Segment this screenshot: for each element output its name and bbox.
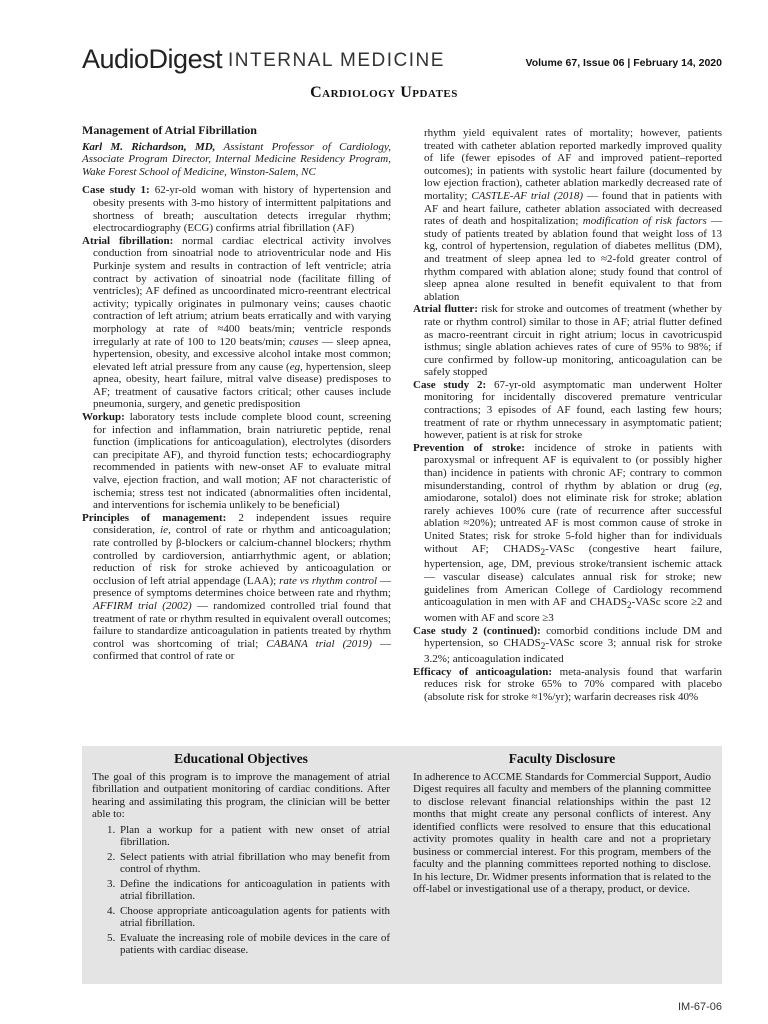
entry-workup: Workup: laboratory tests include complete blood count, screening for infection and inflammation, brain natriuretic peptide, renal function (implications for anticoagulation), electrolytes (disorders can precipitate AF), and thyroid function tests; echocardiography recommended in patients with new-onset AF to evaluate mitral valve, ejection fraction, and wall motion; AF not characteristic of ischemia; stress test not indicated (abnormalities often incidental, and interventions for ischemia unlikely to be beneficial) <box>82 411 391 512</box>
entry-term: Principles of management: <box>82 511 227 524</box>
entry-case-study-1: Case study 1: 62-yr-old woman with history of hypertension and obesity presents with 3-mo history of intermittent palpitations and shortness of breath; auscultation detects irregular rhythm; electrocardiography (ECG) confirms atrial fibrillation (AF) <box>82 184 391 235</box>
info-boxes <box>82 746 722 984</box>
faculty-disclosure-box <box>413 746 711 896</box>
entry-case-study-2: Case study 2: 67-yr-old asymptomatic man underwent Holter monitoring for incidentally discovered premature ventricular contractions; 3 episodes of AF found, each lasting few hours; treatment of rate or rhythm unnecessary in asymptomatic patient; however, patient is at risk for stroke <box>413 378 722 442</box>
entry-term: Workup: <box>82 411 125 424</box>
objective-item: 4. Choose appropriate anticoagulation agents for patients with atrial fibrillation. <box>118 905 390 930</box>
article-right-column <box>413 127 722 703</box>
brand-subtitle: INTERNAL MEDICINE <box>228 50 445 71</box>
entry-atrial-flutter: Atrial flutter: risk for stroke and outcomes of treatment (whether by rate or rhythm control) similar to those in AF; atrial flutter defined as macro-reentrant circuit in right atrium; locus in cavotricuspid isthmus; single ablation achieves rates of cure of 95% to 98%; if cure confirmed by follow-up monitoring, anticoagulation can be safely stopped <box>413 303 722 379</box>
disclosure-heading: Faculty Disclosure <box>508 751 616 766</box>
article-left-column <box>82 124 391 663</box>
entry-term: Case study 2: <box>413 378 487 391</box>
entry-term: Case study 1: <box>82 184 150 197</box>
article-title: Management of Atrial Fibrillation <box>82 123 257 137</box>
entry-atrial-fibrillation: Atrial fibrillation: normal cardiac electrical activity involves conduction from sinoatrial node to atrioventricular node and His Purkinje system and results in contraction of left ventricle; atria contract by activation of sinoatrial node (facilitate filling of ventricles); AF defined as uncoordinated micro-reentrant electrical activity; typically originates in pulmonary veins; causes chaotic contraction of left atrium; atrium beats erratically and with varying morphology at rate of ≈400 beats/min; ventricle responds irregularly at rate of 100 to 120 beats/min; causes — sleep apnea, hypertension, obesity, and excessive alcohol intake most common; elevated left atrial pressure from any cause (eg, hypertension, sleep apnea, obesity, heart failure, mitral valve disease) predisposes to AF; treatment of causative factors critical; other causes include pneumonia, surgery, and genetic predisposition <box>82 234 392 411</box>
entry-term: Prevention of stroke: <box>413 441 525 454</box>
entry-term: Efficacy of anticoagulation: <box>413 665 553 678</box>
entry-case-study-2-continued: Case study 2 (continued): comorbid conditions include DM and hypertension, so $CHADS_2$-VASc score 3; annual risk for stroke 3.2%; anticoagulation indicated <box>413 624 722 665</box>
entry-efficacy-of-anticoagulation: Efficacy of anticoagulation: meta-analysis found that warfarin reduces risk for stroke 65% to 70% compared with placebo (absolute risk for stroke ≈1%/yr); warfarin decreases risk 40% <box>413 665 722 703</box>
objectives-intro: The goal of this program is to improve the management of atrial fibrillation and outpatient monitoring of cardiac conditions. After hearing and assimilating this program, the clinician will be better able to: <box>92 770 390 820</box>
author-name: Karl M. Richardson, MD, <box>82 140 216 153</box>
masthead <box>82 44 722 80</box>
entry-prevention-of-stroke: Prevention of stroke: incidence of stroke in patients with paroxysmal or infrequent AF is equivalent to (or possibly higher than) incidence in patients with chronic AF; contrary to common misunderstanding, control of rhythm by ablation or drug (eg, amiodarone, sotalol) does not eliminate risk for stroke; ablation rarely achieves 100% cure (rate of recurrence after successful ablation ≈20%); untreated AF is most common cause of stroke in United States; risk for stroke 5-fold higher than for individuals without AF; $CHADS_2$-VASc (congestive heart failure, hypertension, age, DM, previous stroke/transient ischemic attack — vascular disease) calculates annual risk for stroke; new guidelines from American College of Cardiology recommend anticoagulation in men with AF and $CHADS_2$-VASc score ≥2 and women with AF and score ≥3 <box>413 441 723 624</box>
entry-continuation: rhythm yield equivalent rates of mortality; however, patients treated with catheter ablation reported markedly improved quality of life (fewer episodes of AF and improved patient–reported outcomes); in patients with systolic heart failure (documented by low ejection fraction), catheter ablation markedly decreased rate of mortality; CASTLE-AF trial (2018) — found that in patients with AF and heart failure, catheter ablation associated with decreased rates of death and hospitalization; modification of risk factors — study of patients treated by ablation found that weight loss of 13 kg, control of hypertension, regulation of diabetes mellitus (DM), and treatment of sleep apnea led to ≈2-fold greater control of rhythm compared with ablation alone; study found that control of sleep apnea alone resulted in benefit equivalent to that from ablation <box>424 127 723 303</box>
objectives-list <box>92 824 390 957</box>
section-title: Cardiology Updates <box>310 84 458 101</box>
entry-term: Atrial flutter: <box>413 303 478 316</box>
educational-objectives-box <box>92 746 390 959</box>
author-affiliation: Assistant Professor of Cardiology, Associate Program Director, Internal Medicine Residency Program, Wake Forest School of Medicine, Winston-Salem, NC <box>82 140 391 178</box>
objective-item: 2. Select patients with atrial fibrillation who may benefit from control of rhythm. <box>118 851 390 876</box>
entry-term: Case study 2 (continued): <box>413 624 541 637</box>
page-code: IM-67-06 <box>677 1001 722 1013</box>
disclosure-text: In adherence to ACCME Standards for Commercial Support, Audio Digest requires all faculty and members of the planning committee to disclose relevant financial relationships within the past 12 months that might create any personal conflicts of interest. Any identified conflicts were resolved to ensure that this educational activity promotes quality in health care and not a proprietary business or commercial interest. For this program, members of the faculty and the planning committees reported nothing to disclose. In his lecture, Dr. Widmer presents information that is related to the off-label or investigational use of a therapy, product, or device. <box>413 770 711 895</box>
volume-info: Volume 67, Issue 06 | February 14, 2020 <box>525 57 722 69</box>
objective-item: 1. Plan a workup for a patient with new onset of atrial fibrillation. <box>118 824 390 849</box>
author-byline <box>82 141 391 179</box>
objective-item: 3. Define the indications for anticoagulation in patients with atrial fibrillation. <box>118 878 390 903</box>
objective-item: 5. Evaluate the increasing role of mobile devices in the care of patients with cardiac disease. <box>118 932 390 957</box>
entry-term: Atrial fibrillation: <box>82 234 174 247</box>
objectives-heading: Educational Objectives <box>174 751 308 766</box>
entry-principles-of-management: Principles of management: 2 independent issues require consideration, ie, control of rate or rhythm and anticoagulation; rate controlled by β-blockers or calcium-channel blockers; rhythm controlled by cardioversion, antiarrhythmic agent, or ablation; reduction of risk for stroke achieved by anticoagulation or occlusion of left atrial appendage (LAA); rate vs rhythm control — presence of symptoms determines choice between rate and rhythm; AFFIRM trial (2002) — randomized controlled trial found that treatment of rate or rhythm resulted in equivalent overall outcomes; failure to standardize anticoagulation in patients treated by rhythm control was shortcoming of trial; CABANA trial (2019) — confirmed that control of rate or <box>82 511 392 663</box>
brand-logo: AudioDigest <box>82 44 223 74</box>
